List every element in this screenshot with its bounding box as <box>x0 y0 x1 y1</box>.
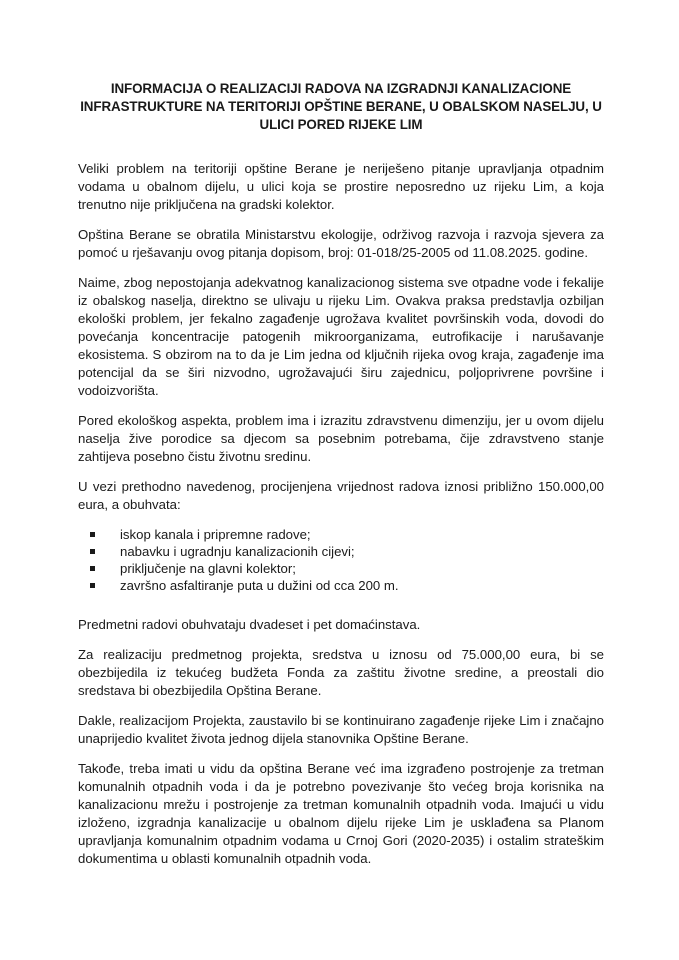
paragraph-alignment: Takođe, treba imati u vidu da opština Berane već ima izgrađeno postrojenje za tretman komunalnih otpadnih voda i da je potrebno povezivanje što većeg broja korisnika na kanalizacionu mrežu i postrojenje za tretman komunalnih otpadnih voda. Imajući u vidu izloženo, izgradnja kanalizacije u obalnom dijelu rijeke Lim je usklađena sa Planom upravljanja komunalnim otpadnim vodama u Crnoj Gori (2020-2035) i ostalim strateškim dokumentima u oblasti komunalnih otpadnih voda. <box>78 761 604 866</box>
list-item: priključenje na glavni kolektor; <box>78 560 604 577</box>
spacer <box>78 594 604 616</box>
paragraph-funding: Za realizaciju predmetnog projekta, sredstva u iznosu od 75.000,00 eura, bi se obezbijedila iz tekućeg budžeta Fonda za zaštitu životne sredine, a preostali dio sredstava bi obezbijedila Opština Berane. <box>78 647 604 698</box>
list-item: iskop kanala i pripremne radove; <box>78 526 604 543</box>
list-item: nabavku i ugradnju kanalizacionih cijevi; <box>78 543 604 560</box>
square-bullet-icon <box>90 532 95 537</box>
square-bullet-icon <box>90 549 95 554</box>
title-line: INFORMACIJA O REALIZACIJI RADOVA NA IZGRADNJI KANALIZACIONE <box>110 81 572 96</box>
paragraph-estimate: U vezi prethodno navedenog, procijenjena vrijednost radova iznosi približno 150.000,00 eura, a obuhvata: <box>78 479 604 512</box>
paragraph-conclusion: Dakle, realizacijom Projekta, zaustavilo bi se kontinuirano zagađenje rijeke Lim i značajno unaprijedio kvalitet života jednog dijela stanovnika Opštine Berane. <box>78 713 604 746</box>
document-body <box>78 160 604 868</box>
paragraph-households: Predmetni radovi obuhvataju dvadeset i pet domaćinstava. <box>78 617 421 632</box>
paragraph-request: Opština Berane se obratila Ministarstvu ekologije, održivog razvoja i razvoja sjevera za pomoć u rješavanju ovog pitanja dopisom, broj: 01-018/25-2005 od 11.08.2025. godine. <box>78 227 604 260</box>
paragraph-problem: Veliki problem na teritoriji opštine Berane je neriješeno pitanje upravljanja otpadnim vodama u obalnom dijelu, u ulici koja se prostire neposredno uz rijeku Lim, a koja trenutno nije priključena na gradski kolektor. <box>78 161 604 212</box>
document-title <box>68 80 614 134</box>
square-bullet-icon <box>90 583 95 588</box>
paragraph-ecology: Naime, zbog nepostojanja adekvatnog kanalizacionog sistema sve otpadne vode i fekalije iz obalskog naselja, direktno se ulivaju u rijeku Lim. Ovakva praksa predstavlja ozbiljan ekološki problem, jer fekalno zagađenje ugrožava kvalitet površinskih voda, dovodi do povećanja koncentracije patogenih mikroorganizama, eutrofikacije i narušavanje ekosistema. S obzirom na to da je Lim jedna od ključnih rijeka ovog kraja, zagađenje ima potencijal da se širi nizvodno, ugrožavajući širu zajednicu, poljoprivrene površine i vodoizvorišta. <box>78 275 604 398</box>
paragraph-health: Pored ekološkog aspekta, problem ima i izrazitu zdravstvenu dimenziju, jer u ovom dijelu naselja žive porodice sa djecom sa posebnim potrebama, čije zdravstveno stanje zahtijeva posebno čistu životnu sredinu. <box>78 413 604 464</box>
square-bullet-icon <box>90 566 95 571</box>
works-list <box>78 526 604 594</box>
document-page <box>78 0 604 880</box>
list-item: završno asfaltiranje puta u dužini od cca 200 m. <box>78 577 604 594</box>
title-line: INFRASTRUKTURE NA TERITORIJI OPŠTINE BERANE, U OBALSKOM NASELJU, U <box>80 99 602 114</box>
title-line: ULICI PORED RIJEKE LIM <box>259 117 423 132</box>
